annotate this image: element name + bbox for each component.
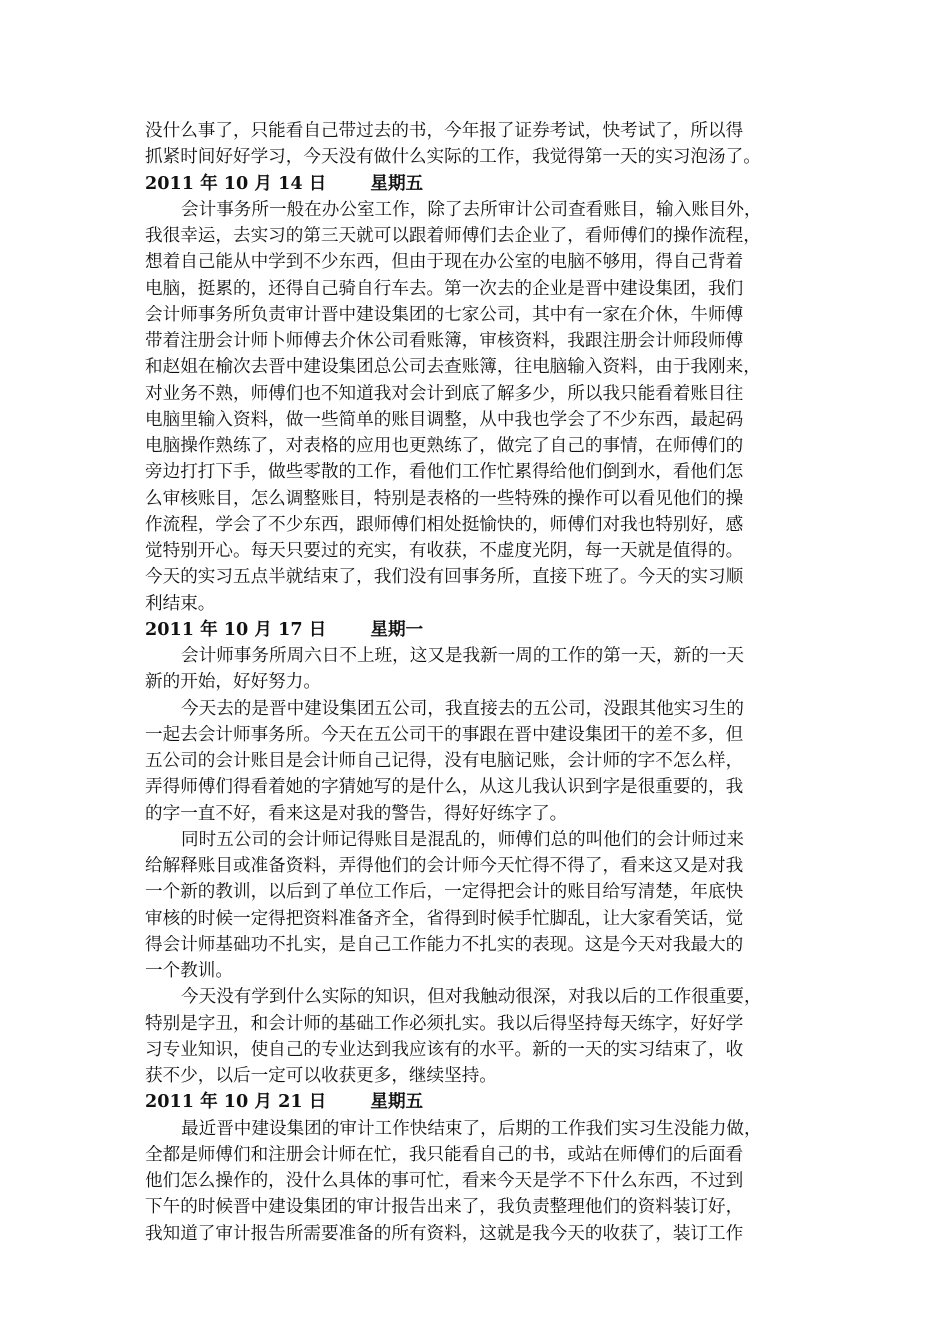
paragraph-line: 一个教训。 — [145, 961, 233, 981]
paragraph-line: 给解释账目或准备资料，弄得他们的会计师今天忙得不得了，看来这又是对我 — [145, 856, 744, 876]
paragraph-line: 抓紧时间好好学习，今天没有做什么实际的工作，我觉得第一天的实习泡汤了。 — [145, 147, 761, 168]
paragraph-line: 我知道了审计报告所需要准备的所有资料，这就是我今天的收获了，装订工作 — [145, 1223, 744, 1244]
paragraph-line: 利结束。 — [145, 593, 216, 614]
paragraph-first-line: 会计师事务所周六日不上班，这又是我新一周的工作的第一天，新的一天 — [181, 646, 745, 666]
entry-date: 2011 年 10 月 14 日 — [145, 172, 327, 194]
paragraph-line: 想着自己能从中学到不少东西，但由于现在办公室的电脑不够用，得自己背着 — [145, 252, 744, 273]
entry-date: 2011 年 10 月 17 日 — [145, 618, 327, 640]
paragraph-line: 他们怎么操作的，没什么具体的事可忙，看来今天是学不下什么东西，不过到 — [145, 1171, 744, 1191]
paragraph-line: 一起去会计师事务所。今天在五公司干的事跟在晋中建设集团干的差不多，但 — [145, 724, 744, 745]
paragraph-line: 审核的时候一定得把资料准备齐全，省得到时候手忙脚乱，让大家看笑话，觉 — [145, 908, 744, 929]
paragraph-line: 习专业知识，使自己的专业达到我应该有的水平。新的一天的实习结束了，收 — [145, 1039, 744, 1060]
paragraph-line: 带着注册会计师卜师傅去介休公司看账簿，审核资料，我跟注册会计师段师傅 — [145, 331, 744, 351]
entry-weekday: 星期五 — [370, 1091, 424, 1113]
paragraph-first-line: 今天去的是晋中建设集团五公司，我直接去的五公司，没跟其他实习生的 — [181, 698, 745, 719]
diary-entry-heading — [145, 171, 810, 197]
paragraph-line: 我很幸运，去实习的第三天就可以跟着师傅们去企业了，看师傅们的操作流程， — [145, 226, 761, 246]
entry-weekday: 星期一 — [370, 618, 424, 640]
paragraph-line: 特别是字丑，和会计师的基础工作必须扎实。我以后得坚持每天练字，好好学 — [145, 1013, 744, 1034]
paragraph-line: 新的开始，好好努力。 — [145, 672, 321, 693]
entry-weekday: 星期五 — [370, 172, 424, 194]
paragraph-line: 电脑里输入资料，做一些简单的账目调整，从中我也学会了不少东西，最起码 — [145, 409, 744, 430]
paragraph-line: 得会计师基础功不扎实，是自己工作能力不扎实的表现。这是今天对我最大的 — [145, 934, 744, 955]
diary-entry-heading — [145, 1089, 810, 1115]
paragraph-line: 觉特别开心。每天只要过的充实，有收获，不虚度光阴，每一天就是值得的。 — [145, 541, 744, 561]
paragraph-first-line: 同时五公司的会计师记得账目是混乱的，师傅们总的叫他们的会计师过来 — [181, 829, 745, 850]
paragraph-line: 对业务不熟，师傅们也不知道我对会计到底了解多少，所以我只能看着账目往 — [145, 383, 744, 404]
paragraph-first-line: 最近晋中建设集团的审计工作快结束了，后期的工作我们实习生没能力做， — [181, 1118, 762, 1139]
paragraph-line: 旁边打打下手，做些零散的工作，看他们工作忙累得给他们倒到水，看他们怎 — [145, 462, 744, 483]
paragraph-line: 和赵姐在榆次去晋中建设集团总公司去查账簿，往电脑输入资料，由于我刚来， — [145, 357, 761, 378]
paragraph-line: 一个新的教训，以后到了单位工作后，一定得把会计的账目给写清楚，年底快 — [145, 882, 744, 903]
paragraph-line: 获不少，以后一定可以收获更多，继续坚持。 — [145, 1066, 497, 1086]
entry-date: 2011 年 10 月 21 日 — [145, 1091, 327, 1113]
paragraph-line: 会计师事务所负责审计晋中建设集团的七家公司，其中有一家在介休，牛师傅 — [145, 304, 744, 325]
paragraph-line: 电脑，挺累的，还得自己骑自行车去。第一次去的企业是晋中建设集团，我们 — [145, 278, 744, 299]
paragraph-line: 电脑操作熟练了，对表格的应用也更熟练了，做完了自己的事情，在师傅们的 — [145, 436, 744, 456]
paragraph-first-line: 会计事务所一般在办公室工作，除了去所审计公司查看账目，输入账目外， — [181, 199, 762, 220]
paragraph-first-line: 今天没有学到什么实际的知识，但对我触动很深，对我以后的工作很重要， — [181, 987, 762, 1008]
diary-entry-heading — [145, 617, 810, 643]
paragraph-line: 五公司的会计账目是会计师自己记得，没有电脑记账，会计师的字不怎么样， — [145, 751, 744, 771]
paragraph-line: 今天的实习五点半就结束了，我们没有回事务所，直接下班了。今天的实习顺 — [145, 567, 744, 588]
paragraph-line: 全都是师傅们和注册会计师在忙，我只能看自己的书，或站在师傅们的后面看 — [145, 1144, 744, 1165]
paragraph-line: 没什么事了，只能看自己带过去的书，今年报了证券考试，快考试了，所以得 — [145, 121, 744, 141]
paragraph-line: 弄得师傅们得看着她的字猜她写的是什么，从这儿我认识到字是很重要的，我 — [145, 777, 744, 798]
paragraph-line: 的字一直不好，看来这是对我的警告，得好好练字了。 — [145, 803, 568, 824]
paragraph-line: 下午的时候晋中建设集团的审计报告出来了，我负责整理他们的资料装订好， — [145, 1197, 744, 1218]
document-body — [145, 118, 810, 1247]
paragraph-line: 作流程，学会了不少东西，跟师傅们相处挺愉快的，师傅们对我也特别好，感 — [145, 514, 744, 535]
paragraph-line: 么审核账目，怎么调整账目，特别是表格的一些特殊的操作可以看见他们的操 — [145, 488, 744, 509]
